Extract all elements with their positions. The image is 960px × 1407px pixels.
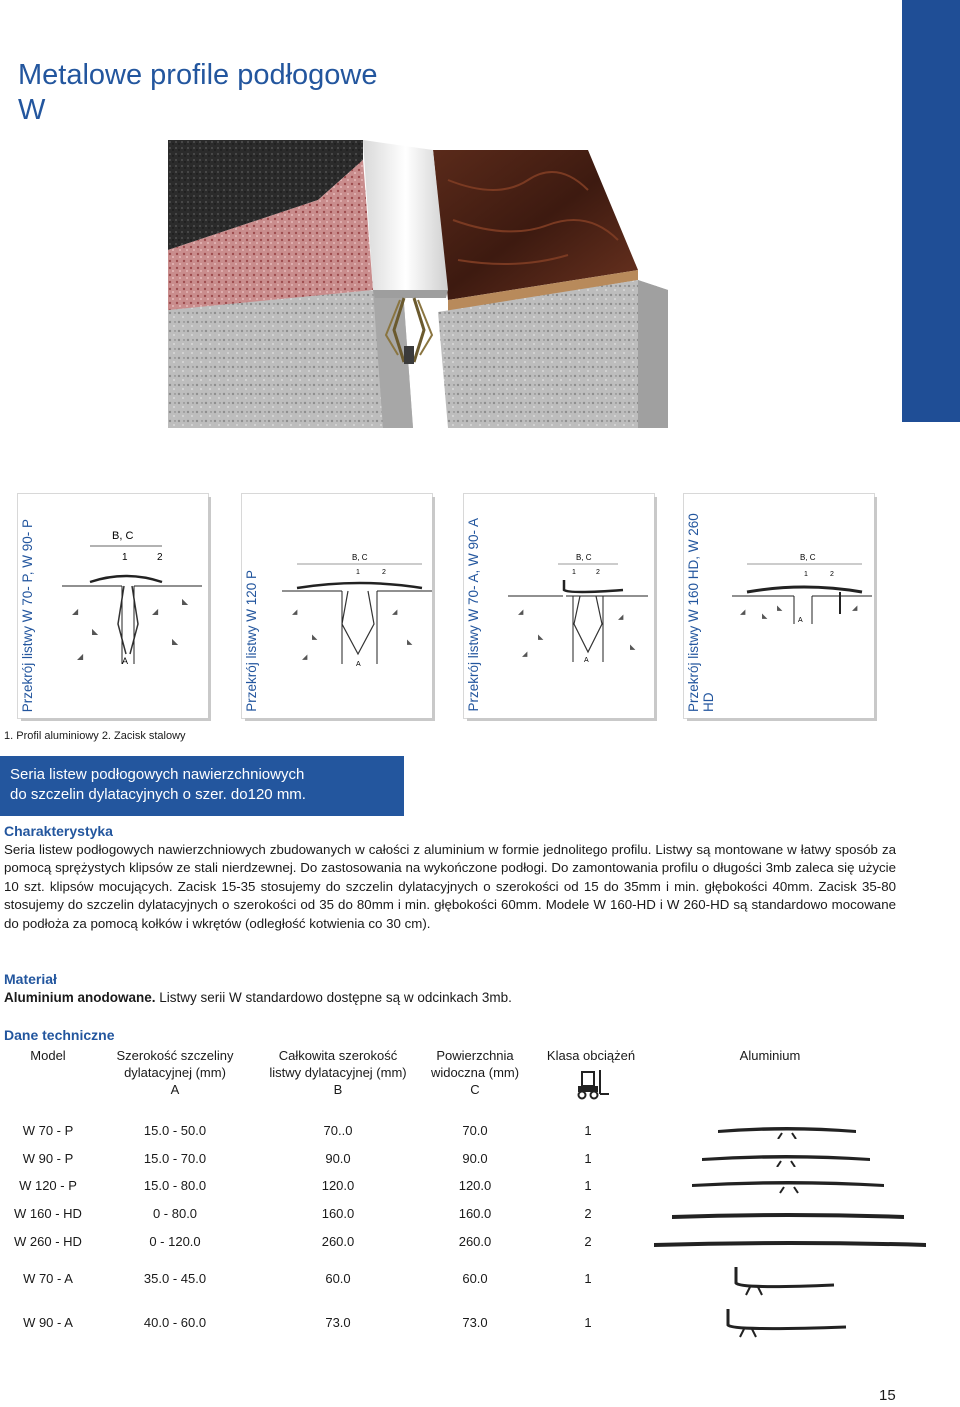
dim-label-bc: B, C: [800, 553, 816, 562]
legend: 1. Profil aluminiowy 2. Zacisk stalowy: [4, 730, 186, 742]
material-text: Aluminium anodowane. Listwy serii W standardowo dostępne są w odcinkach 3mb.: [4, 990, 512, 1005]
callout-1: 1: [804, 571, 808, 578]
table-row: W 70 - P 15.0 - 50.0 70..0 70.0 1: [0, 1123, 960, 1143]
svg-text:◢: ◢: [618, 614, 624, 621]
column-header-gap: Szerokość szczeliny dylatacyjnej (mm) A: [116, 1048, 234, 1097]
svg-text:◢: ◢: [302, 654, 308, 661]
callout-1: 1: [122, 552, 128, 563]
technical-data-heading: Dane techniczne: [4, 1027, 115, 1043]
corner-color-band: [902, 0, 960, 422]
svg-text:◣: ◣: [182, 597, 189, 606]
cross-section-drawing: [732, 544, 872, 654]
cross-section-panel-w70p-w90p: [18, 494, 208, 718]
svg-text:◢: ◢: [292, 609, 298, 616]
table-row: W 120 - P 15.0 - 80.0 120.0 120.0 1: [0, 1178, 960, 1198]
cross-section-drawing: [508, 544, 648, 674]
callout-1: 1: [572, 569, 576, 576]
callout-2: 2: [830, 571, 834, 578]
svg-text:◣: ◣: [172, 637, 179, 646]
svg-text:◣: ◣: [407, 639, 413, 646]
callout-2: 2: [382, 569, 386, 576]
series-description-box: Seria listew podłogowych nawierzchniowych do szczelin dylatacyjnych o szer. do120 mm.: [0, 756, 404, 816]
svg-text:◢: ◢: [522, 651, 528, 658]
svg-text:◢: ◢: [77, 652, 84, 661]
page-number: 15: [879, 1387, 896, 1404]
material-heading: Materiał: [4, 971, 57, 987]
profile-shape-icon: [696, 1153, 876, 1167]
table-row: W 90 - A 40.0 - 60.0 73.0 73.0 1: [0, 1315, 960, 1335]
svg-text:◣: ◣: [92, 627, 99, 636]
svg-text:◢: ◢: [852, 605, 858, 612]
table-row: W 260 - HD 0 - 120.0 260.0 260.0 2: [0, 1234, 960, 1254]
table-row: W 160 - HD 0 - 80.0 160.0 160.0 2: [0, 1206, 960, 1226]
table-row: W 70 - A 35.0 - 45.0 60.0 60.0 1: [0, 1271, 960, 1291]
page-title: Metalowe profile podłogowe W: [18, 59, 378, 126]
forklift-icon: [572, 1068, 610, 1100]
profile-shape-icon: [712, 1125, 862, 1139]
characteristics-heading: Charakterystyka: [4, 823, 113, 839]
panel-label: Przekrój listwy W 70- P, W 90- P: [20, 518, 35, 712]
cross-section-drawing: [62, 514, 202, 674]
svg-text:◢: ◢: [392, 609, 398, 616]
callout-1: 1: [356, 569, 360, 576]
characteristics-text: Seria listew podłogowych nawierzchniowych zbudowanych w całości z aluminium w formie jednolitego profilu. Listwy są montowane w łatwy sposób za pomocą sprężystych klipsów ze stali nierdzewnej. Do zastosowania na wykończone podłogi. Do zamontowania profilu o długości 3mb zaleca się użycie 10 szt. klipsów mocujących. Zacisk 15-35 stosujemy do szczelin dylatacyjnych o szerokości od 15 do 35mm i min. głębokości 40mm. Zacisk 35-80 stosujemy do szczelin dylatacyjnych o szerokości od 35 do 80mm i min. głębokości 60mm. Modele W 160-HD i W 260-HD są standardowo mocowane do podłoża za pomocą kołków i wkrętów (odległość kotwienia co 30 cm).: [4, 842, 896, 931]
panel-label: Przekrój listwy W 120 P: [244, 570, 259, 712]
svg-text:◢: ◢: [72, 607, 79, 616]
svg-text:◣: ◣: [538, 634, 544, 641]
profile-shape-icon: [688, 1178, 888, 1194]
svg-text:◣: ◣: [777, 605, 783, 612]
column-header-width: Całkowita szerokość listwy dylatacyjnej (mm) B: [269, 1048, 407, 1097]
cross-section-panel-w70a-w90a: [464, 494, 654, 718]
profile-installation-illustration: [168, 140, 668, 428]
dim-label-bc: B, C: [352, 553, 368, 562]
column-header-aluminium: Aluminium: [739, 1048, 801, 1063]
dim-label-a: A: [122, 656, 129, 666]
column-header-model: Model: [30, 1048, 66, 1063]
dim-label-a: A: [356, 661, 361, 668]
svg-text:◢: ◢: [518, 609, 524, 616]
cross-section-drawing: [282, 544, 432, 674]
profile-shape-icon: [730, 1263, 840, 1297]
svg-text:◣: ◣: [312, 634, 318, 641]
cross-section-panel-w160hd-w260hd: [684, 494, 874, 718]
callout-2: 2: [157, 552, 163, 563]
callout-2: 2: [596, 569, 600, 576]
svg-text:◣: ◣: [630, 644, 636, 651]
dim-label-bc: B, C: [112, 530, 134, 542]
svg-text:◢: ◢: [740, 609, 746, 616]
panel-label: Przekrój listwy W 70- A, W 90- A: [466, 518, 481, 712]
profile-shape-icon: [650, 1238, 930, 1250]
column-header-surface: Powierzchnia widoczna (mm) C: [430, 1048, 520, 1097]
cross-section-panel-w120p: [242, 494, 432, 718]
profile-shape-icon: [668, 1210, 908, 1222]
panel-label: Przekrój listwy W 160 HD, W 260 HD: [686, 513, 716, 712]
dim-label-a: A: [798, 617, 803, 624]
column-header-load-class: Klasa obciążeń: [546, 1048, 636, 1063]
profile-shape-icon: [722, 1305, 852, 1341]
svg-text:◣: ◣: [762, 613, 768, 620]
dim-label-bc: B, C: [576, 553, 592, 562]
table-row: W 90 - P 15.0 - 70.0 90.0 90.0 1: [0, 1151, 960, 1171]
svg-text:◢: ◢: [152, 607, 159, 616]
dim-label-a: A: [584, 657, 589, 664]
